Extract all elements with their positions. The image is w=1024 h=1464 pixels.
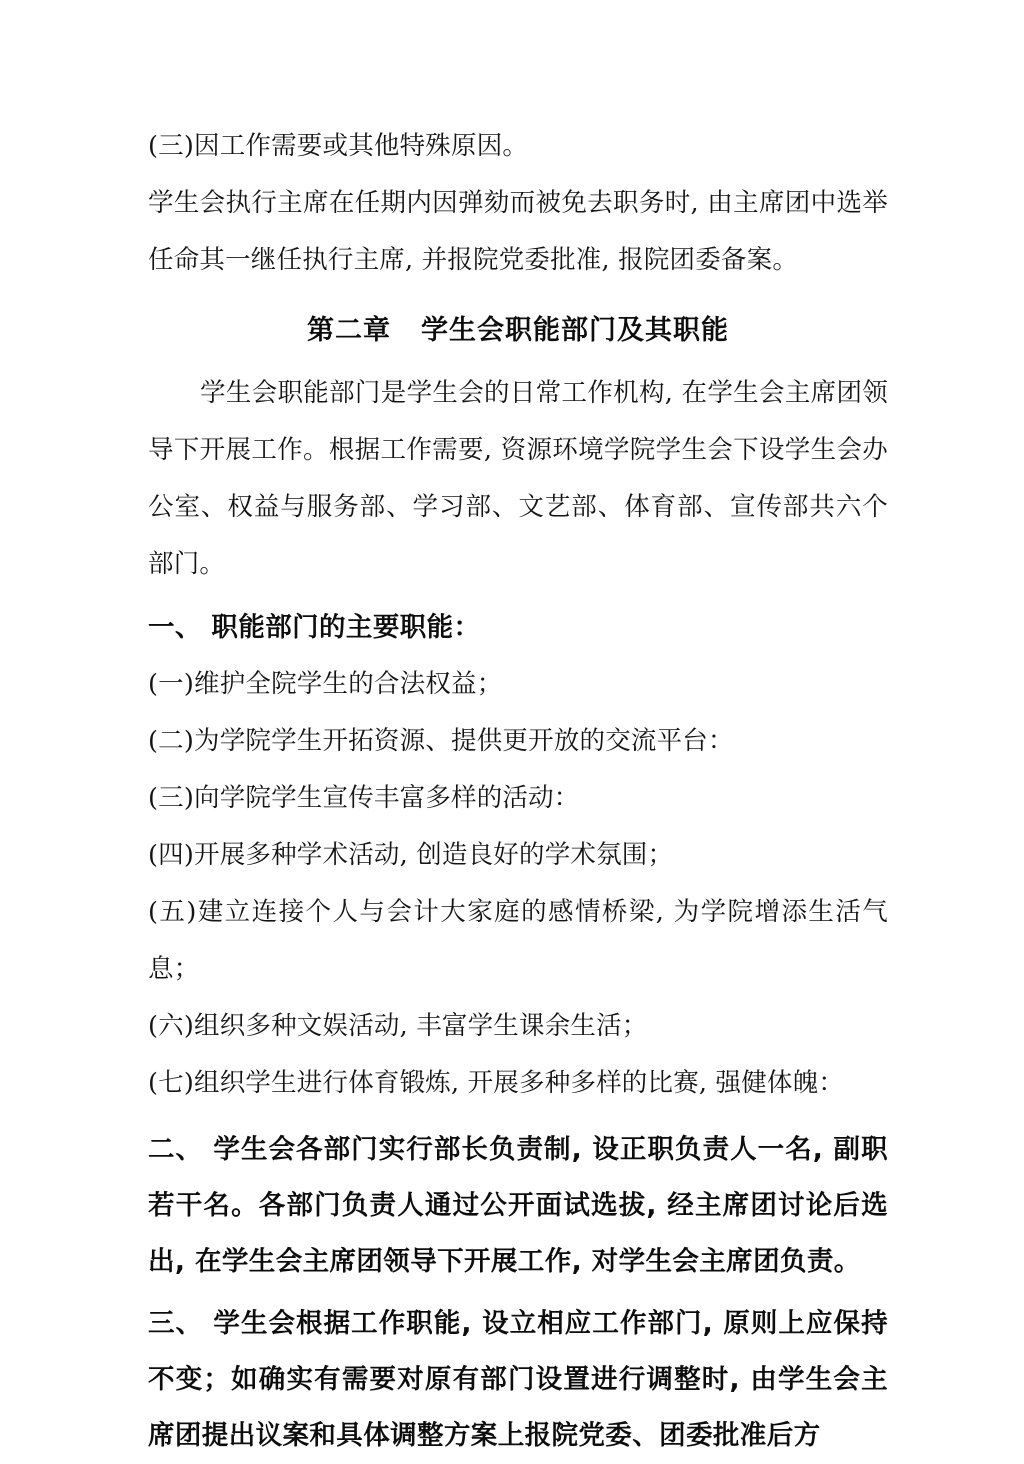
document-body — [148, 118, 888, 1464]
heading-section-one: 一、 职能部门的主要职能： — [148, 612, 481, 643]
heading-section-three: 三、 学生会根据工作职能, 设立相应工作部门, 原则上应保持不变；如确实有需要对原有部门设置进行调整时, 由学生会主席团提出议案和具体调整方案上报院党委、团委批准后方 — [148, 1308, 888, 1451]
section-spacer-two — [148, 1112, 888, 1122]
paragraph-impeachment-succession: 学生会执行主席在任期内因弹劾而被免去职务时, 由主席团中选举任命其一继任执行主席, 并报院党委批准, 报院团委备案。 — [148, 188, 888, 275]
list-item-three: (三)向学院学生宣传丰富多样的活动： — [148, 783, 580, 813]
list-item-five: (五)建立连接个人与会计大家庭的感情桥梁, 为学院增添生活气息； — [148, 897, 888, 984]
chapter-number: 第二章 — [307, 315, 391, 346]
heading-section-two: 二、 学生会各部门实行部长负责制, 设正职负责人一名, 副职若干名。各部门负责人通过公开面试选拔, 经主席团讨论后选出, 在学生会主席团领导下开展工作, 对学生会主席团负责。 — [148, 1134, 888, 1277]
list-item-one: (一)维护全院学生的合法权益； — [148, 669, 503, 699]
list-item-six: (六)组织多种文娱活动, 丰富学生课余生活； — [148, 1011, 648, 1041]
list-item-seven: (七)组织学生进行体育锻炼, 开展多种多样的比赛, 强健体魄： — [148, 1068, 845, 1098]
paragraph-reason-three: (三)因工作需要或其他特殊原因。 — [148, 131, 529, 161]
list-item-four: (四)开展多种学术活动, 创造良好的学术氛围； — [148, 840, 674, 870]
list-item-two: (二)为学院学生开拓资源、提供更开放的交流平台： — [148, 726, 734, 756]
chapter-title: 学生会职能部门及其职能 — [421, 315, 729, 346]
chapter-two-heading — [148, 303, 888, 359]
paragraph-departments-intro: 学生会职能部门是学生会的日常工作机构, 在学生会主席团领导下开展工作。根据工作需要, 资源环境学院学生会下设学生会办公室、权益与服务部、学习部、文艺部、体育部、宣传部共六个部门。 — [148, 378, 888, 579]
